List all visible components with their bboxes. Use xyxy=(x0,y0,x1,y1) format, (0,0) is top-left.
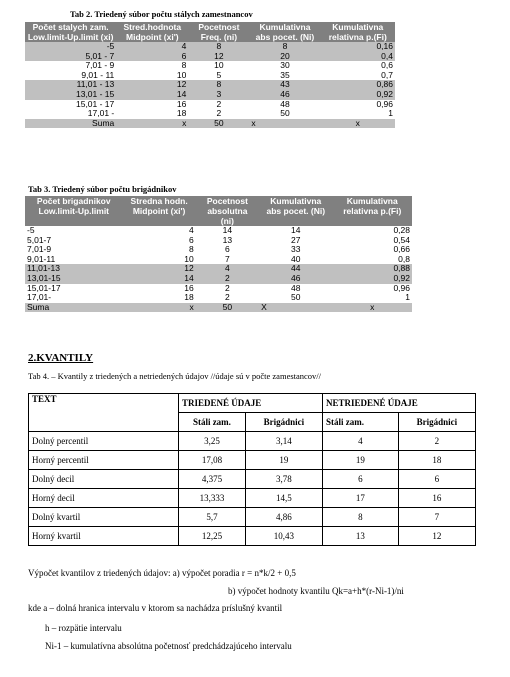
table-cell: 10 xyxy=(116,71,188,81)
table-cell: 7 xyxy=(398,508,475,527)
table-cell: 9,01-11 xyxy=(25,255,123,265)
table-cell: 10 xyxy=(123,255,196,265)
table3 xyxy=(25,196,412,312)
table4-header-sorted: TRIEDENÉ ÚDAJE xyxy=(179,394,323,413)
table-cell: 50 xyxy=(196,303,259,313)
table-cell: 0,7 xyxy=(320,71,395,81)
table-cell: 0,16 xyxy=(320,42,395,52)
table-row xyxy=(25,274,412,284)
table-cell: 14 xyxy=(116,90,188,100)
table-cell: 2 xyxy=(196,284,259,294)
table-row xyxy=(29,527,476,546)
table-cell: 17,01- xyxy=(25,293,123,303)
table-cell: 1 xyxy=(320,109,395,119)
table-cell: 8 xyxy=(249,42,320,52)
table-cell: 13,333 xyxy=(179,489,246,508)
table4-subheader: Stáli zam. xyxy=(179,413,246,432)
table2-header: Kumulativna relativna p.(Fi) xyxy=(320,22,395,42)
table-cell: 0,4 xyxy=(320,52,395,62)
table4-subheader: Stáli zam. xyxy=(322,413,398,432)
table4-header-unsorted: NETRIEDENÉ ÚDAJE xyxy=(322,394,475,413)
table-cell: 46 xyxy=(259,274,332,284)
table-cell: 16 xyxy=(123,284,196,294)
table-cell: 40 xyxy=(259,255,332,265)
table-cell: 0,88 xyxy=(332,264,412,274)
table-cell: 46 xyxy=(249,90,320,100)
table-cell: 12 xyxy=(398,527,475,546)
table-cell: -5 xyxy=(25,42,116,52)
table3-header: Kumulativna relativna p.(Fi) xyxy=(332,196,412,226)
table-cell: 6 xyxy=(322,470,398,489)
table-row xyxy=(29,489,476,508)
table-cell: 16 xyxy=(116,100,188,110)
table-cell: Suma xyxy=(25,303,123,313)
table-cell: 43 xyxy=(249,80,320,90)
table-cell: 18 xyxy=(116,109,188,119)
table-cell: 8 xyxy=(116,61,188,71)
table2-caption: Tab 2. Triedený súbor počtu stálych zamestnancov xyxy=(70,9,253,19)
table4-subheader: Brigádnici xyxy=(245,413,322,432)
table-cell: 0,8 xyxy=(332,255,412,265)
table-cell: 13,01-15 xyxy=(25,274,123,284)
table-cell: 2 xyxy=(188,100,249,110)
table-cell: 0,6 xyxy=(320,61,395,71)
table4-header-row xyxy=(29,394,476,413)
table-cell: 14 xyxy=(259,226,332,236)
table-cell: 5,01-7 xyxy=(25,236,123,246)
table4 xyxy=(28,393,476,546)
table-cell: 12,25 xyxy=(179,527,246,546)
table-cell: Dolný decil xyxy=(29,470,179,489)
table-row xyxy=(29,451,476,470)
table-cell: 13 xyxy=(196,236,259,246)
table-sum-row xyxy=(25,303,412,313)
table-cell: 11,01-13 xyxy=(25,264,123,274)
table-cell: 15,01-17 xyxy=(25,284,123,294)
table-cell: 11,01 - 13 xyxy=(25,80,116,90)
table-cell: 12 xyxy=(116,80,188,90)
table-cell: -5 xyxy=(25,226,123,236)
table-cell: Horný decil xyxy=(29,489,179,508)
table-cell: 13 xyxy=(322,527,398,546)
table3-header: Stredna hodn. Midpoint (xi') xyxy=(123,196,196,226)
table-cell: X xyxy=(259,303,332,313)
table-cell: 17,01 - xyxy=(25,109,116,119)
table-cell: 6 xyxy=(196,245,259,255)
table3-header: Kumulativna abs pocet. (Ni) xyxy=(259,196,332,226)
table-cell: 30 xyxy=(249,61,320,71)
table-cell: 48 xyxy=(249,100,320,110)
table-cell: 0,92 xyxy=(332,274,412,284)
table2-header: Počet stalych zam. Low.limit-Up.limit (xi) xyxy=(25,22,116,42)
table-cell: 14,5 xyxy=(245,489,322,508)
table2 xyxy=(25,22,395,128)
table-cell: x xyxy=(123,303,196,313)
table-cell: 27 xyxy=(259,236,332,246)
table-cell: 3 xyxy=(188,90,249,100)
table-cell: 9,01 - 11 xyxy=(25,71,116,81)
table2-header-row xyxy=(25,22,395,42)
table-cell: 35 xyxy=(249,71,320,81)
table-cell: Dolný kvartil xyxy=(29,508,179,527)
section-title: 2.KVANTILY xyxy=(28,352,94,364)
table-row xyxy=(25,226,412,236)
table-cell: 10,43 xyxy=(245,527,322,546)
table-cell: 12 xyxy=(188,52,249,62)
note-line-2: b) výpočet hodnoty kvantilu Qk=a+h*(r-Ni-1)/ni xyxy=(228,586,404,596)
table-cell: 5,7 xyxy=(179,508,246,527)
table-cell: 8 xyxy=(322,508,398,527)
table-row xyxy=(25,255,412,265)
table-cell: Suma xyxy=(25,119,116,129)
table3-header: Pocetnost absolutna (ni) xyxy=(196,196,259,226)
table-row xyxy=(25,42,395,52)
table-cell: 19 xyxy=(245,451,322,470)
table-cell: 18 xyxy=(123,293,196,303)
table-cell: 0,96 xyxy=(332,284,412,294)
table-row xyxy=(25,293,412,303)
table-cell: 50 xyxy=(259,293,332,303)
table-cell: 50 xyxy=(249,109,320,119)
table-cell: 8 xyxy=(188,42,249,52)
table-row xyxy=(25,100,395,110)
table-cell: 5 xyxy=(188,71,249,81)
table-cell: 3,78 xyxy=(245,470,322,489)
table-cell: 8 xyxy=(188,80,249,90)
table-cell: 12 xyxy=(123,264,196,274)
table-cell: 5,01 - 7 xyxy=(25,52,116,62)
table4-header-text: TEXT xyxy=(29,394,179,432)
table-cell: 16 xyxy=(398,489,475,508)
table-row xyxy=(29,470,476,489)
table-row xyxy=(25,52,395,62)
table-row xyxy=(25,264,412,274)
table-cell: 0,86 xyxy=(320,80,395,90)
table-cell: x xyxy=(332,303,412,313)
table-row xyxy=(25,109,395,119)
table-cell: 19 xyxy=(322,451,398,470)
table3-header: Počet brigadnikov Low.limit-Up.limit xyxy=(25,196,123,226)
table-cell: 15,01 - 17 xyxy=(25,100,116,110)
table-cell: 3,14 xyxy=(245,432,322,451)
table-cell: 4 xyxy=(322,432,398,451)
table-cell: 33 xyxy=(259,245,332,255)
table-cell: 18 xyxy=(398,451,475,470)
table-cell: 0,92 xyxy=(320,90,395,100)
table-cell: 6 xyxy=(116,52,188,62)
table-cell: 17,08 xyxy=(179,451,246,470)
table-cell: 0,96 xyxy=(320,100,395,110)
table-cell: 10 xyxy=(188,61,249,71)
table-cell: 2 xyxy=(196,293,259,303)
table-cell: 4 xyxy=(116,42,188,52)
table-cell: 1 xyxy=(332,293,412,303)
table-cell: x xyxy=(320,119,395,129)
table-cell: 14 xyxy=(196,226,259,236)
table3-header-row xyxy=(25,196,412,226)
table-cell: 0,66 xyxy=(332,245,412,255)
table-cell: 4 xyxy=(123,226,196,236)
table-cell: 2 xyxy=(188,109,249,119)
table2-header: Pocetnost Freq. (ni) xyxy=(188,22,249,42)
table-row xyxy=(25,284,412,294)
note-line-4: h – rozpätie intervalu xyxy=(45,623,122,633)
table-cell: 13,01 - 15 xyxy=(25,90,116,100)
table-cell: 7,01-9 xyxy=(25,245,123,255)
table-cell: 4,86 xyxy=(245,508,322,527)
table-row xyxy=(25,236,412,246)
table3-caption: Tab 3. Triedený súbor počtu brigádnikov xyxy=(28,184,177,194)
table-cell: 7 xyxy=(196,255,259,265)
note-line-1: Výpočet kvantilov z triedených údajov: a) výpočet poradia r = n*k/2 + 0,5 xyxy=(28,568,296,578)
table-cell: Horný percentil xyxy=(29,451,179,470)
table-cell: 17 xyxy=(322,489,398,508)
table4-caption: Tab 4. – Kvantily z triedených a netriedených údajov //údaje sú v počte zamestancov// xyxy=(28,371,322,381)
table4-subheader: Brigádnici xyxy=(398,413,475,432)
table-cell: 8 xyxy=(123,245,196,255)
table-cell: 6 xyxy=(123,236,196,246)
table-cell: 50 xyxy=(188,119,249,129)
note-line-5: Ni-1 – kumulatívna absolútna početnosť predchádzajúceho intervalu xyxy=(45,641,292,651)
note-line-3: kde a – dolná hranica intervalu v ktorom sa nachádza príslušný kvantil xyxy=(28,603,283,613)
table-cell: 0,28 xyxy=(332,226,412,236)
table-cell: x xyxy=(116,119,188,129)
table-cell: Horný kvartil xyxy=(29,527,179,546)
table-row xyxy=(25,245,412,255)
table2-header: Stred.hodnota Midpoint (xi') xyxy=(116,22,188,42)
table-row xyxy=(29,508,476,527)
table-cell: 3,25 xyxy=(179,432,246,451)
table-cell: 2 xyxy=(196,274,259,284)
table2-header: Kumulativna abs pocet. (Ni) xyxy=(249,22,320,42)
table-cell: x xyxy=(249,119,320,129)
table-cell: 4 xyxy=(196,264,259,274)
table-cell: 14 xyxy=(123,274,196,284)
table-cell: 2 xyxy=(398,432,475,451)
table-cell: 0,54 xyxy=(332,236,412,246)
table-cell: 20 xyxy=(249,52,320,62)
table-cell: 7,01 - 9 xyxy=(25,61,116,71)
table-row xyxy=(29,432,476,451)
table-cell: 44 xyxy=(259,264,332,274)
table-cell: 48 xyxy=(259,284,332,294)
table-sum-row xyxy=(25,119,395,129)
table-cell: Dolný percentil xyxy=(29,432,179,451)
table-cell: 4,375 xyxy=(179,470,246,489)
table-cell: 6 xyxy=(398,470,475,489)
